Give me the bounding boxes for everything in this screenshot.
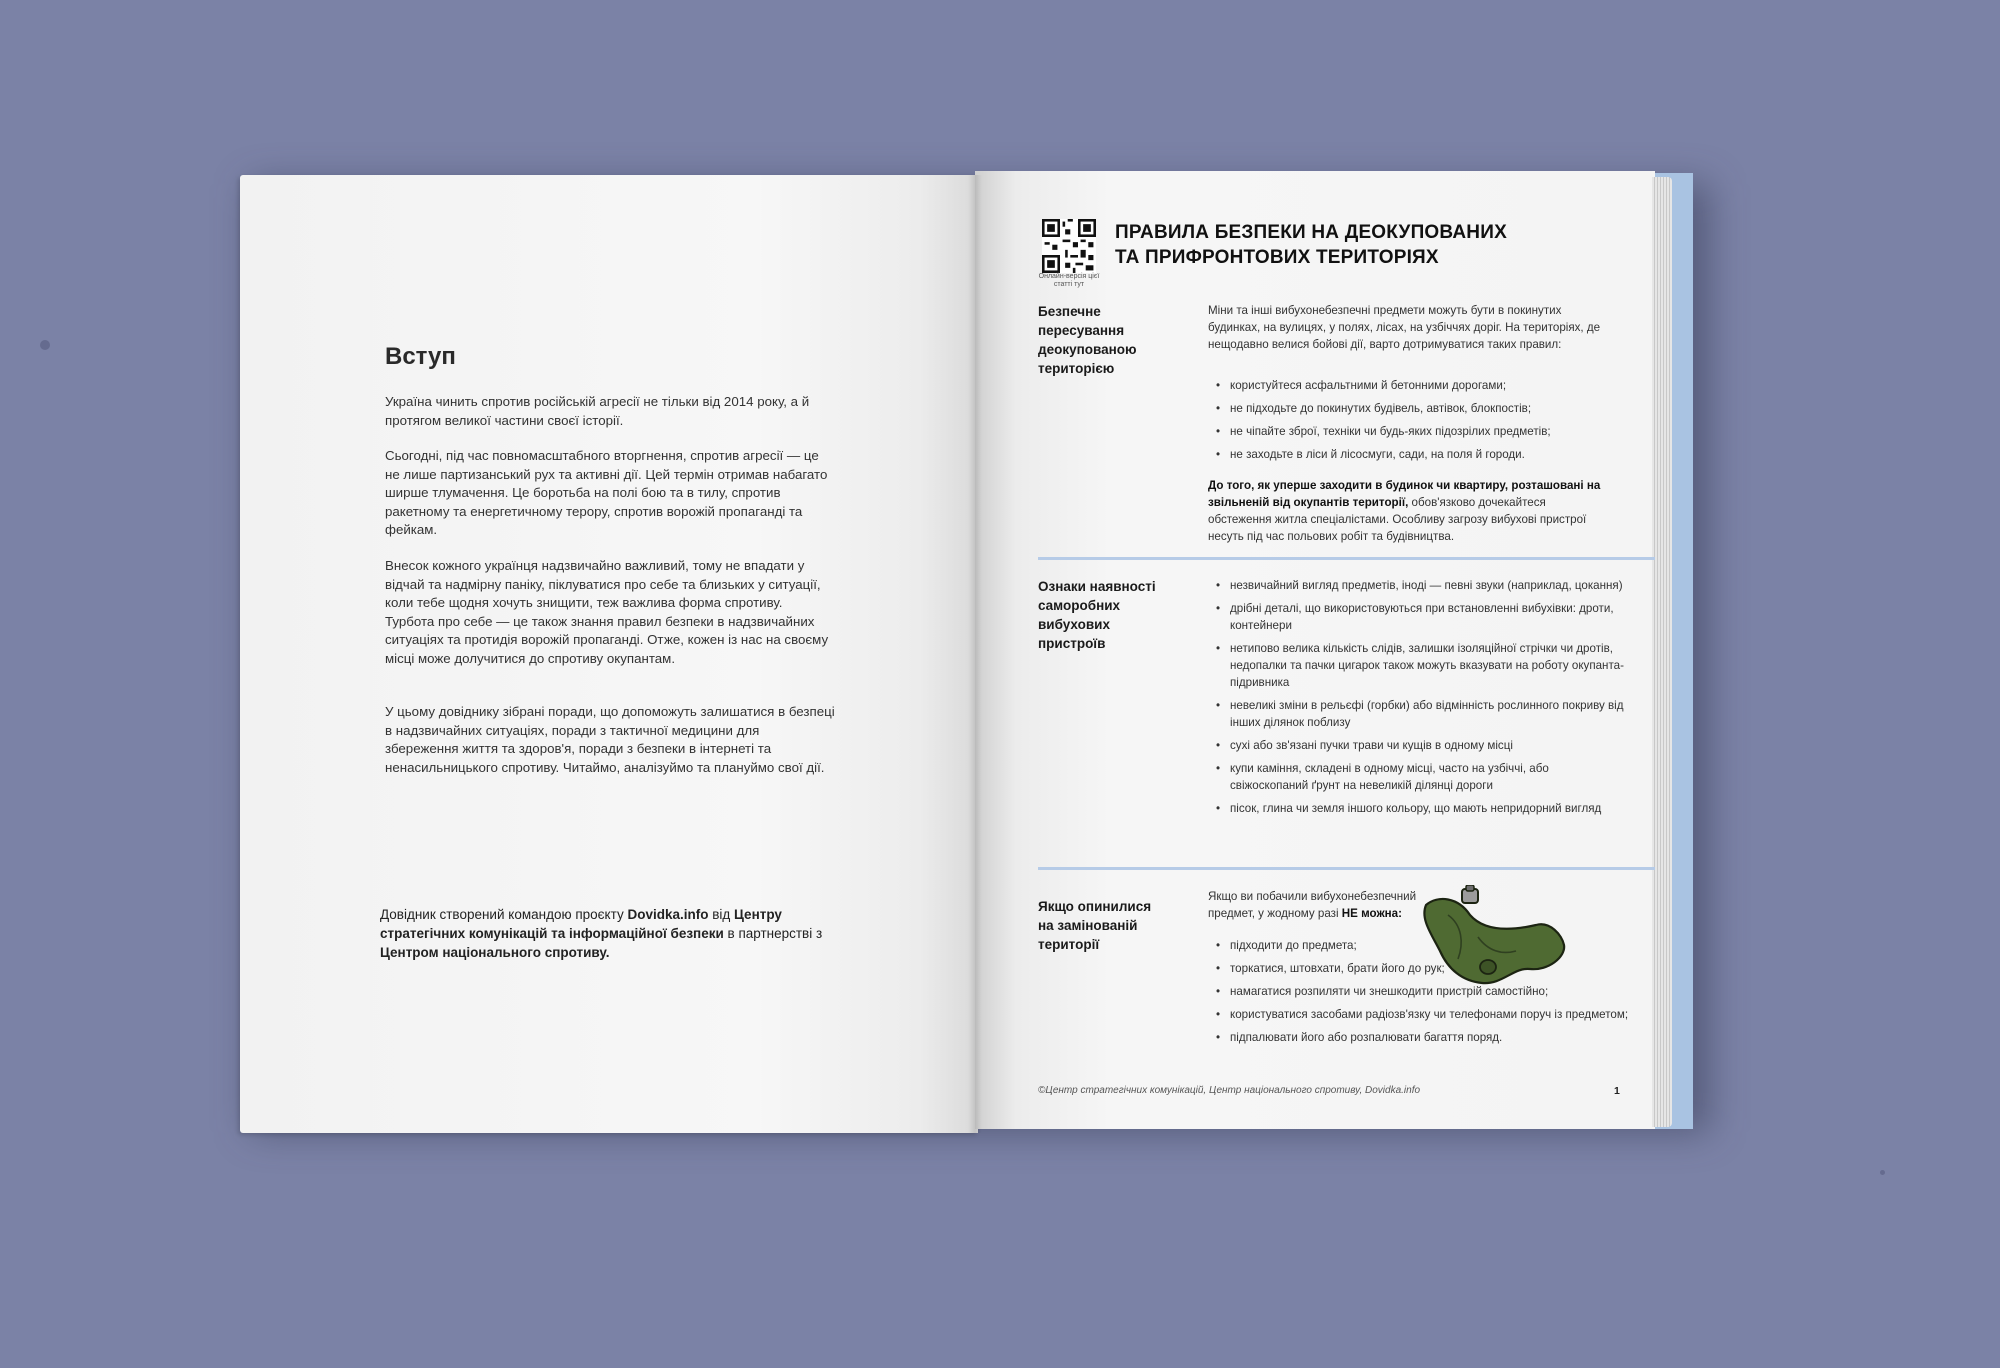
section-note-safe-movement [1208,477,1608,545]
intro-text: Якщо ви побачили вибухонебезпечний предмет, у жодному разі [1208,890,1417,920]
spine [968,175,982,1133]
footer-copyright: ©Центр стратегічних комунікацій, Центр національного спротиву, Dovidka.info [1038,1085,1421,1096]
qr-caption: Онлайн-версія цієї статті тут [1038,273,1100,288]
list-item: • купи каміння, складені в одному місці, часто на узбіччі, або свіжоскопаний ґрунт на невеликій ділянці дороги [1230,760,1630,794]
credits-text-2: від [708,907,735,922]
bullet-list-ied-signs [1208,577,1630,823]
section-label-safe-movement: Безпечне пересування деокупованою територією [1038,304,1137,376]
mine-illustration-icon [1418,885,1568,995]
credits-text-3: в партнерстві з [723,926,823,941]
list-item: • не підходьте до покинутих будівель, автівок, блокпостів; [1230,400,1630,417]
list-item: • пісок, глина чи земля іншого кольору, що мають непридорний вигляд [1230,800,1630,817]
credits-partner: Центром національного спротиву. [380,945,610,960]
list-item: • незвичайний вигляд предметів, іноді — певні звуки (наприклад, цокання) [1230,577,1630,594]
note-rest: обов'язково дочекайтеся обстеження житла спеціалістами. Особливу загрозу вибухові пристрої несуть під час польових робіт та будівництва. [1208,496,1587,543]
note-bold: До того, як уперше заходити в будинок чи квартиру, розташовані на звільненій від окупантів території, [1208,479,1601,509]
list-item: • дрібні деталі, що використовуються при встановленні вибухівки: дроти, контейнери [1230,600,1630,634]
page-number: 1 [1614,1085,1620,1097]
list-item: • не чіпайте зброї, техніки чи будь-яких підозрілих предметів; [1230,423,1630,440]
left-page [240,175,978,1133]
list-item: • підходити до предмета; [1230,937,1630,954]
intro-paragraph-3: Внесок кожного українця надзвичайно важливий, тому не впадати у відчай та надмірну паніку, піклуватися про себе та близьких у ситуації, коли тебе щодня хочуть знищити, теж важлива форма спротиву. Турбота про себе — це також знання правил безпеки в надзвичайних ситуаціях та протидія ворожій пропаганді. Отже, кожен із нас на своєму місці може долучитися до спротиву окупантам. [385,558,829,666]
list-item: • сухі або зв'язані пучки трави чи кущів в одному місці [1230,737,1630,754]
intro-paragraph-2: Сьогодні, під час повномасштабного вторгнення, спротив агресії — це не лише партизанський рух та активні дії. Цей термін отримав набагато ширше тлумачення. Це боротьба на полі бою та в тилу, спротив ракетному та енергетичному терору, спротив ворожій пропаганді та фейкам. [385,448,828,537]
list-item: • користуватися засобами радіозв'язку чи телефонами поруч із предметом; [1230,1006,1630,1023]
list-item: • намагатися розпиляти чи знешкодити пристрій самостійно; [1230,983,1630,1000]
page-edges [1652,177,1672,1127]
credits-center: Центру стратегічних комунікацій та інформаційної безпеки [380,907,782,941]
intro-title: Вступ [385,343,456,370]
list-item: • торкатися, штовхати, брати його до рук; [1230,960,1630,977]
list-item: • підпалювати його або розпалювати багаття поряд. [1230,1029,1630,1046]
section-divider [1038,867,1655,870]
credits-text-1: Довідник створений командою проєкту [380,907,628,922]
intro-paragraph-1: Україна чинить спротив російській агресії не тільки від 2014 року, а й протягом великої частини своєї історії. [385,394,810,428]
qr-code-icon [1042,219,1096,273]
list-item: • користуйтеся асфальтними й бетонними дорогами; [1230,377,1630,394]
section-label-mined-area: Якщо опинилися на замінованій території [1038,899,1152,952]
list-item: • нетипово велика кількість слідів, залишки ізоляційної стрічки чи дротів, недопалки та пачки цигарок також можуть вказувати на роботу окупанта-підривника [1230,640,1630,691]
bullet-list-safe-movement [1208,377,1630,469]
section-divider [1038,557,1655,560]
booklet [240,165,1710,1130]
intro-bold: НЕ можна: [1341,907,1402,920]
section-intro-mined-area [1208,888,1428,922]
credits-project: Dovidka.info [627,907,709,922]
list-item: • невеликі зміни в рельєфі (горбки) або відмінність рослинного покриву від інших ділянок поблизу [1230,697,1630,731]
intro-paragraph-4: У цьому довіднику зібрані поради, що допоможуть залишатися в безпеці в надзвичайних ситуаціях, поради з тактичної медицини для збереження життя та здоров'я, поради з безпеки в інтернеті та ненасильницького спротиву. Читаймо, аналізуймо та плануймо свої дії. [385,704,835,775]
page-title: ПРАВИЛА БЕЗПЕКИ НА ДЕОКУПОВАНИХ ТА ПРИФРОНТОВИХ ТЕРИТОРІЯХ [1115,222,1507,268]
list-item: • не заходьте в ліси й лісосмуги, сади, на поля й городи. [1230,446,1630,463]
section-label-ied-signs: Ознаки наявності саморобних вибухових пристроїв [1038,579,1156,651]
section-intro-safe-movement: Міни та інші вибухонебезпечні предмети можуть бути в покинутих будинках, на вулицях, у полях, лісах, на узбіччях доріг. На територіях, де нещодавно велися бойові дії, варто дотримуватися таких правил: [1208,304,1601,351]
credits [380,905,840,962]
